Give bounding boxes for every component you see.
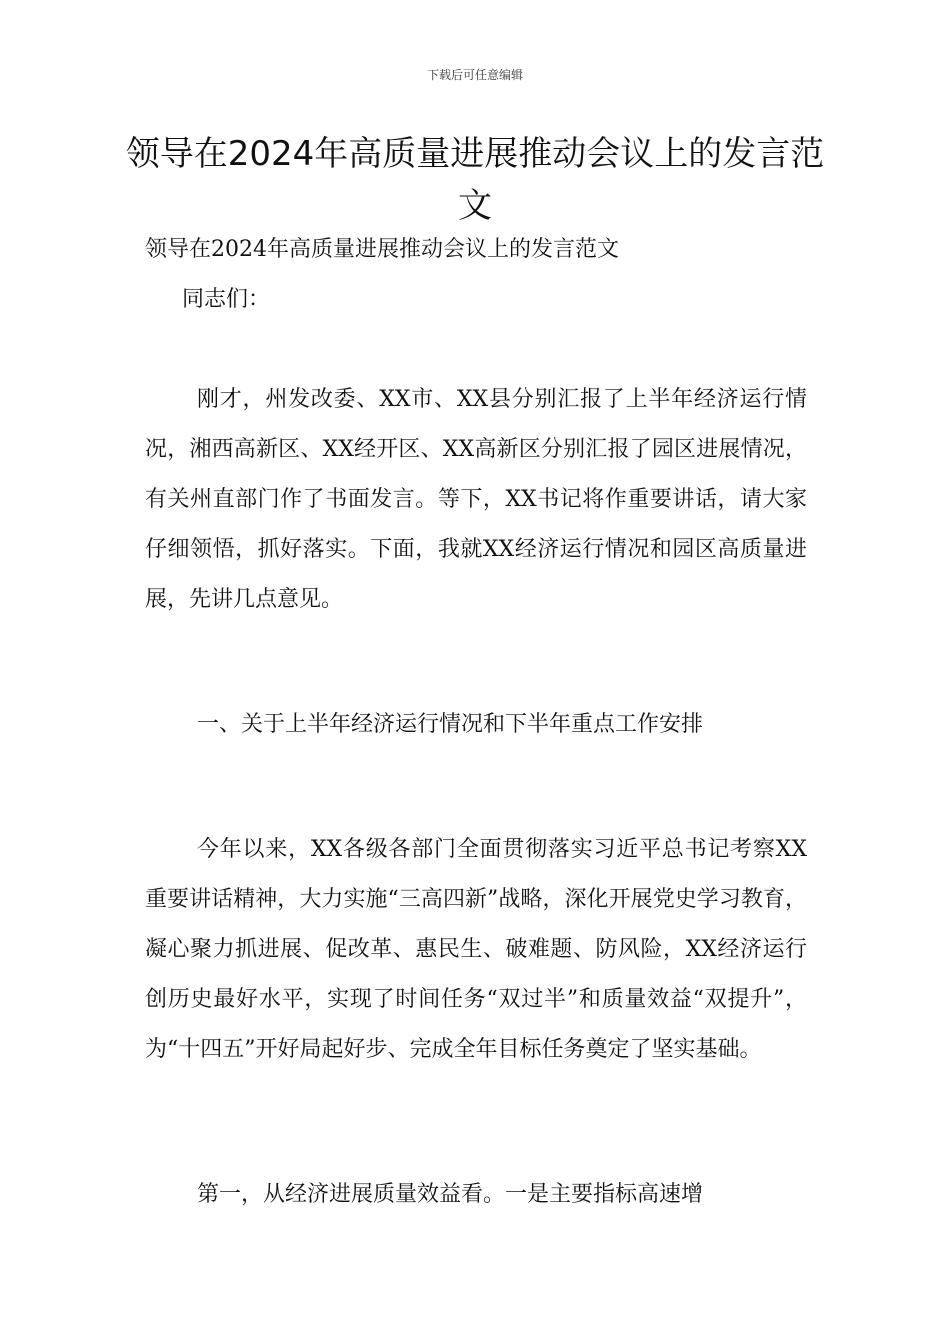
- section-heading-1: 一、关于上半年经济运行情况和下半年重点工作安排: [197, 712, 704, 737]
- paragraph-economy-summary: 今年以来，XX各级各部门全面贯彻落实习近平总书记考察XX重要讲话精神，大力实施“三高四新”战略，深化开展党史学习教育，凝心聚力抓进展、促改革、惠民生、破难题、防风险，XX经济运行创历史最好水平，实现了时间任务“双过半”和质量效益“双提升”，为“十四五”开好局起好步、完成全年目标任务奠定了坚实基础。: [145, 837, 807, 1062]
- document-title: 领导在2024年高质量进展推动会议上的发言范文: [125, 134, 825, 226]
- paragraph-first-point: 第一，从经济进展质量效益看。一是主要指标高速增: [197, 1182, 704, 1207]
- page-header-note: 下载后可任意编辑: [426, 68, 523, 82]
- paragraph-opening: 刚才，州发改委、XX市、XX县分别汇报了上半年经济运行情况，湘西高新区、XX经开区、XX高新区分别汇报了园区进展情况，有关州直部门作了书面发言。等下，XX书记将作重要讲话，请大家仔细领悟，抓好落实。下面，我就XX经济运行情况和园区高质量进展，先讲几点意见。: [145, 387, 807, 612]
- document-subtitle: 领导在2024年高质量进展推动会议上的发言范文: [145, 237, 619, 262]
- salutation: 同志们：: [182, 287, 271, 312]
